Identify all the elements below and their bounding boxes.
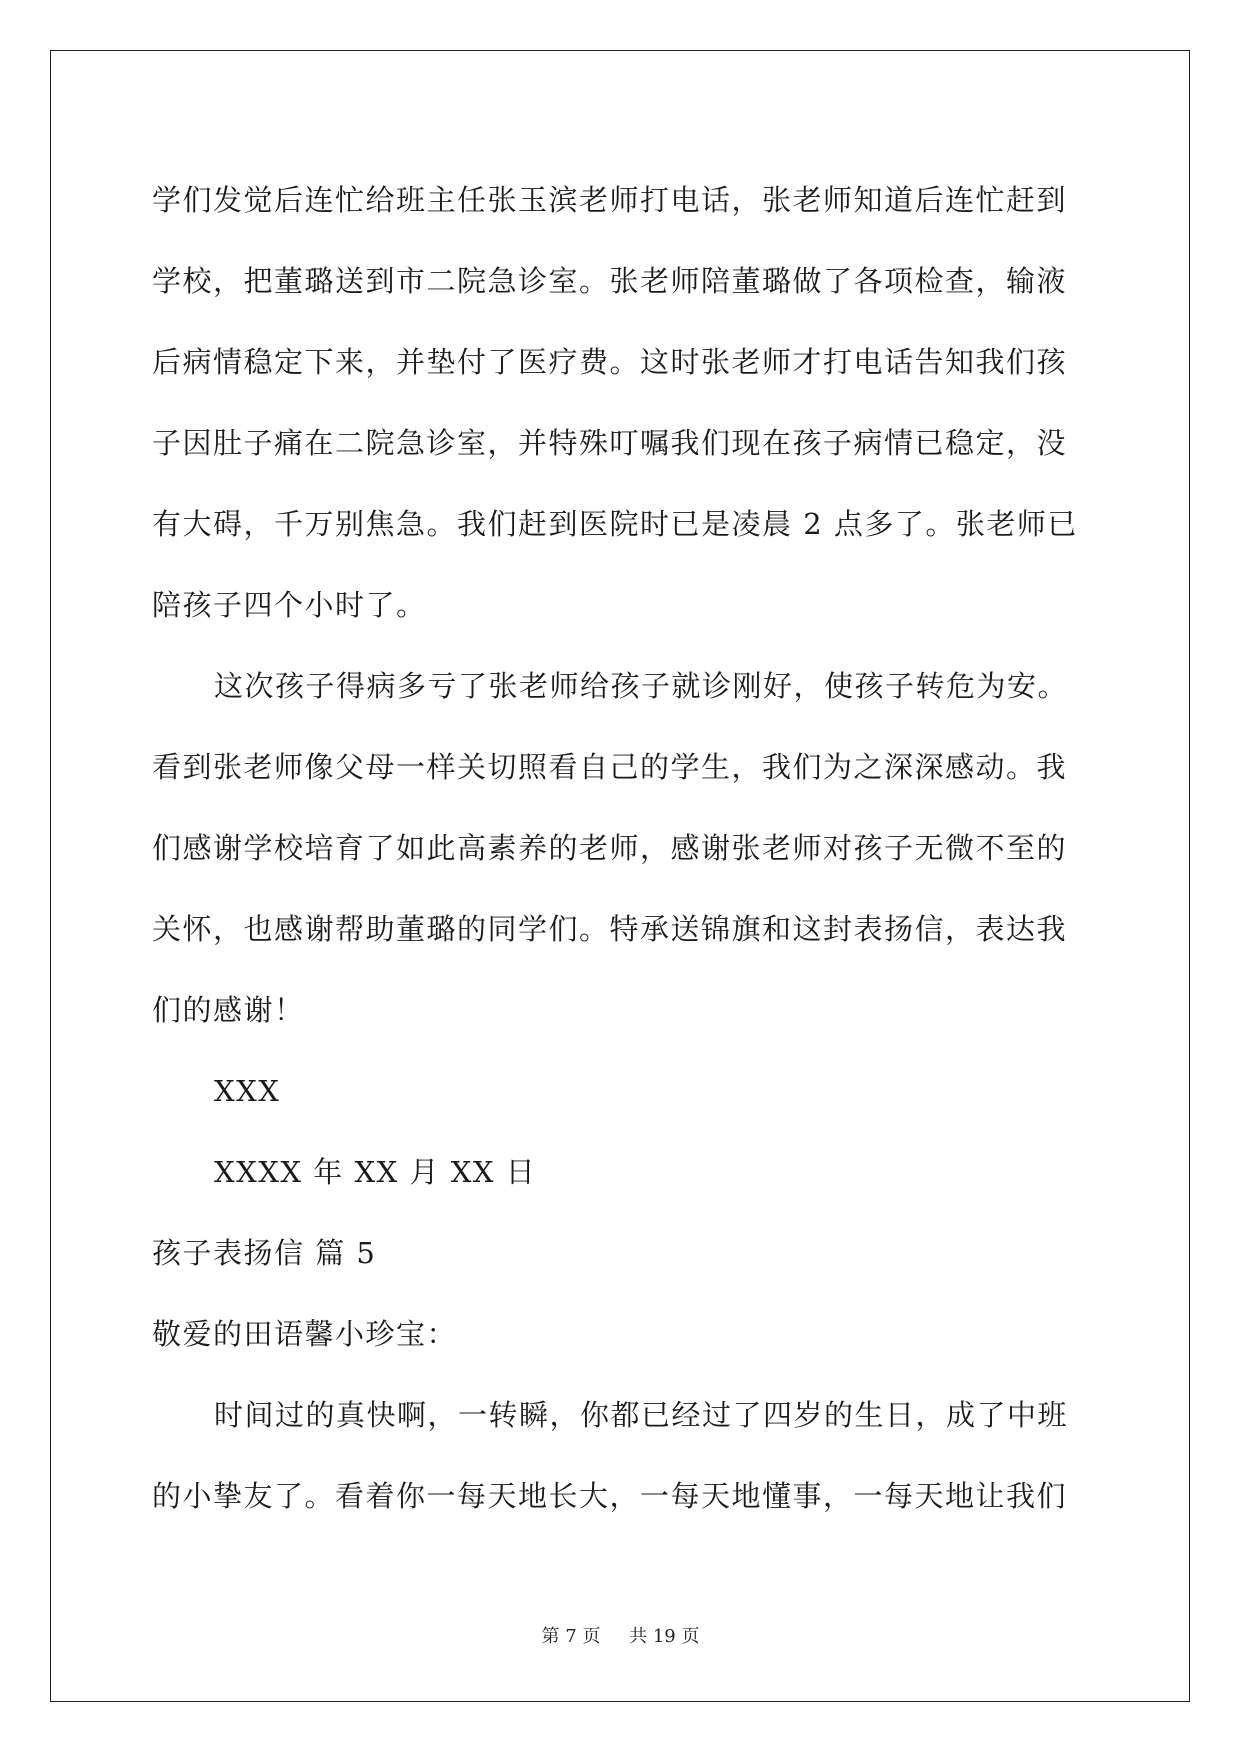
section-heading: 孩子表扬信 篇 5 [152, 1236, 377, 1270]
text-line: 看到张老师像父母一样关切照看自己的学生，我们为之深深感动。我 [152, 750, 1068, 784]
text-line: 们感谢学校培育了如此高素养的老师，感谢张老师对孩子无微不至的 [152, 831, 1068, 865]
signature-date: XXXX 年 XX 月 XX 日 [214, 1155, 537, 1189]
paragraph [152, 1375, 1092, 1537]
page-number: 第 7 页 [541, 1626, 601, 1647]
text-line: 子因肚子痛在二院急诊室，并特殊叮嘱我们现在孩子病情已稳定，没 [152, 426, 1068, 460]
page-footer [0, 1622, 1241, 1648]
text-line: 的小挚友了。看着你一每天地长大，一每天地懂事，一每天地让我们 [152, 1479, 1068, 1513]
text-line: 陪孩子四个小时了。 [152, 588, 427, 622]
text-line: 这次孩子得病多亏了张老师给孩子就诊刚好，使孩子转危为安。 [214, 669, 1069, 703]
text-line: 学校，把董璐送到市二院急诊室。张老师陪董璐做了各项检查，输液 [152, 264, 1068, 298]
text-line: 有大碍，千万别焦急。我们赶到医院时已是凌晨 2 点多了。张老师已 [152, 507, 1078, 541]
text-line: 们的感谢！ [152, 993, 305, 1027]
salutation: 敬爱的田语馨小珍宝： [152, 1317, 458, 1351]
paragraph [152, 160, 1092, 646]
text-line: 后病情稳定下来，并垫付了医疗费。这时张老师才打电话告知我们孩 [152, 345, 1068, 379]
page-total: 共 19 页 [629, 1626, 700, 1647]
text-line: 关怀，也感谢帮助董璐的同学们。特承送锦旗和这封表扬信，表达我 [152, 912, 1068, 946]
paragraph [152, 646, 1092, 1051]
text-line: 时间过的真快啊，一转瞬，你都已经过了四岁的生日，成了中班 [214, 1398, 1069, 1432]
document-body [152, 160, 1092, 1537]
text-line: 学们发觉后连忙给班主任张玉滨老师打电话，张老师知道后连忙赶到 [152, 183, 1068, 217]
signature-name: XXX [214, 1074, 281, 1108]
